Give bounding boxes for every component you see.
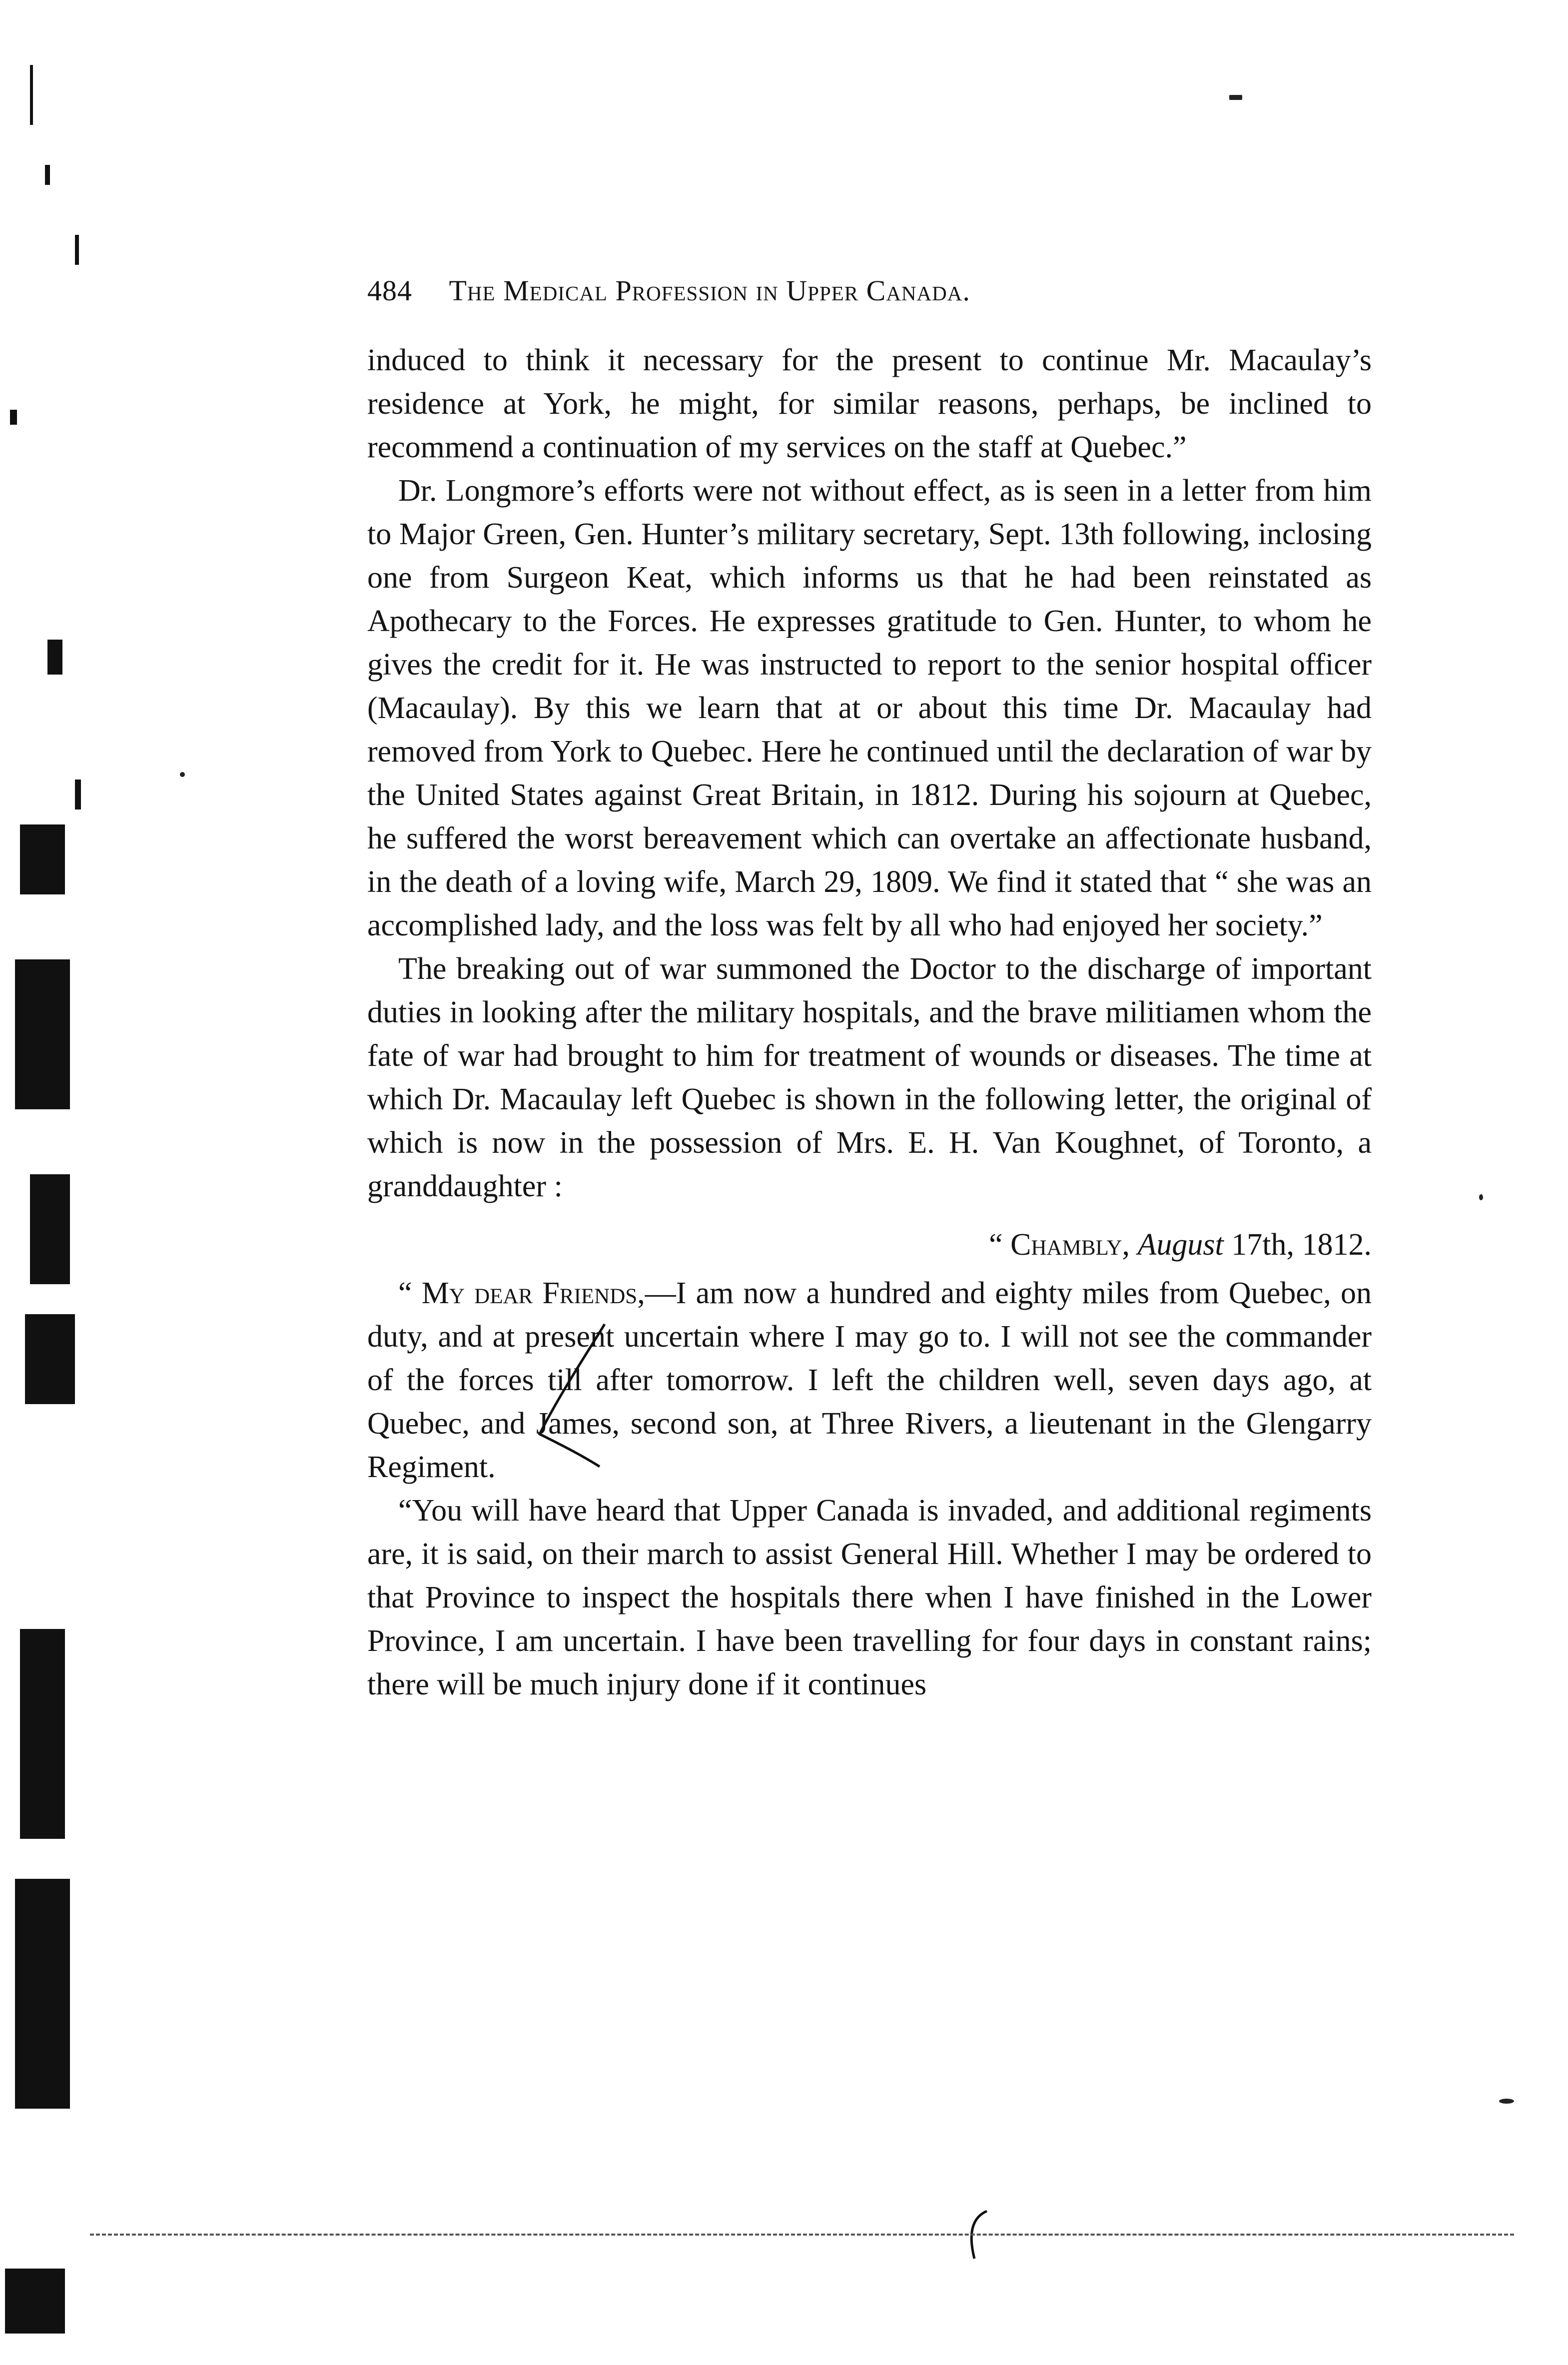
letter-paragraph-1 [367,1272,1372,1489]
binding-edge-artifacts [0,0,110,2365]
page-number: 484 [367,274,412,307]
stray-dot [1479,1194,1483,1200]
dateline-place: “ Chambly, [989,1228,1130,1262]
page-body [367,339,1372,1706]
stray-dot [180,772,185,777]
bottom-edge-rule [90,2234,1514,2236]
stray-dot [1499,2099,1514,2104]
stray-dot [1229,95,1242,100]
paragraph-longmore: Dr. Longmore’s efforts were not without effect, as is seen in a letter from him to Major Green, Gen. Hunter’s military secretary, Sept. 13th following, inclosing one from Surgeon Keat, which informs us that he had been reinstated as Apothecary to the Forces. He expresses gratitude to Gen. Hunter, to whom he gives the credit for it. He was instructed to report to the senior hospital officer (Macaulay). By this we learn that at or about this time Dr. Macaulay had removed from York to Quebec. Here he continued until the declaration of war by the United States against Great Britain, in 1812. During his sojourn at Quebec, he suffered the worst bereavement which can overtake an affectionate husband, in the death of a loving wife, March 29, 1809. We find it stated that “ she was an accomplished lady, and the loss was felt by all who had enjoyed her society.” [367,474,1372,942]
letter-salutation: “ My dear Friends, [398,1276,645,1310]
pen-stroke-mark-bottom [964,2209,994,2264]
letter-paragraph-1-text: —I am now a hundred and eighty miles from Quebec, on duty, and at present uncertain where I may go to. I will not see the commander of the forces till after tomorrow. I left the children well, seven days ago, at Quebec, and James, second son, at Three Rivers, a lieutenant in the Glengarry Regiment. [367,1276,1372,1484]
letter-paragraph-2: “You will have heard that Upper Canada is invaded, and additional regiments are, it is said, on their march to assist General Hill. Whether I may be ordered to that Province to inspect the hospitals there when I have finished in the Lower Province, I am uncertain. I have been travelling for four days in constant rains; there will be much injury done if it continues [367,1494,1372,1701]
paragraph-war: The breaking out of war summoned the Doctor to the discharge of important duties in looking after the military hospitals, and the brave militiamen whom the fate of war had brought to him for treatment of wounds or diseases. The time at which Dr. Macaulay left Quebec is shown in the following letter, the original of which is now in the possession of Mrs. E. H. Van Koughnet, of Toronto, a granddaughter : [367,952,1372,1203]
dateline-date: 17th, 1812. [1231,1228,1372,1262]
letter-dateline [367,1223,1372,1267]
running-header [367,274,1367,307]
pen-stroke-mark [530,1319,610,1469]
paragraph-continuation: induced to think it necessary for the present to continue Mr. Macaulay’s residence at York, he might, for similar reasons, perhaps, be inclined to recommend a continuation of my services on the staff at Quebec.” [367,343,1372,464]
running-title: The Medical Profession in Upper Canada. [449,274,970,307]
dateline-month: August [1137,1228,1224,1262]
